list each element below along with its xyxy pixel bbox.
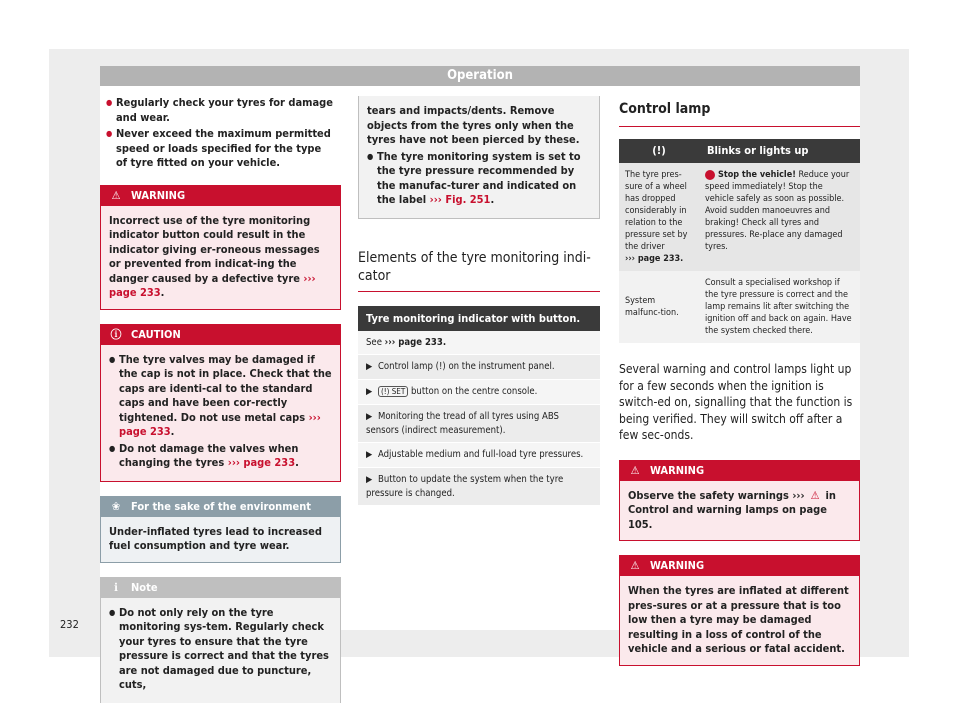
figure-item (358, 380, 600, 405)
warning-text: Observe the safety warnings (628, 488, 789, 502)
info-icon: ℹ (114, 580, 118, 594)
table-row (619, 271, 860, 343)
warning-triangle-icon: ⚠ (630, 463, 640, 477)
page-number: 232 (60, 618, 79, 631)
warning-body (620, 481, 859, 541)
note-header (101, 578, 340, 598)
warning-triangle-icon: ⚠ (630, 559, 640, 572)
table-cell (619, 163, 699, 271)
page-link[interactable]: ››› page 233 (119, 410, 321, 438)
warning-title: WARNING (131, 188, 186, 202)
page-link[interactable]: ››› page 233. (625, 254, 684, 264)
environment-header (101, 497, 340, 517)
table-cell (699, 163, 860, 271)
arrow-icon: ▶ (366, 361, 373, 372)
tyre-lamp-icon: (!) (619, 139, 699, 163)
column-1 (100, 96, 341, 703)
warning-header (620, 556, 859, 576)
section-divider (619, 126, 860, 127)
arrow-icon: ▶ (366, 386, 373, 397)
figure-see (358, 331, 600, 355)
figure-item (358, 355, 600, 380)
caution-header (101, 325, 340, 345)
cell-bold: Stop the vehicle! (718, 170, 796, 180)
item-text: Button to update the system when the tyre pressure is changed. (366, 473, 564, 499)
section-title: Elements of the tyre monitoring indi-cator (358, 249, 591, 284)
environment-text: Under-inflated tyres lead to increased fuel consumption and tyre wear. (109, 524, 322, 552)
list-item: ● Never exceed the maximum permitted speed or loads specified for the type of tyre fitted on your vehicle. (106, 127, 335, 171)
punct: . (295, 456, 299, 469)
note-box (100, 577, 341, 703)
figure-title: Tyre monitoring indicator with button. (358, 306, 600, 331)
warning-header (620, 461, 859, 481)
warning-text: in Control and warning lamps on page 105. (628, 488, 836, 531)
arrow-icon: ▶ (366, 449, 373, 460)
control-lamp-title: Control lamp (619, 101, 711, 117)
figure-item (358, 468, 600, 506)
warning-title: WARNING (650, 559, 705, 572)
section-heading (358, 249, 600, 292)
caution-text: Do not damage the valves when changing the tyres (119, 441, 299, 469)
item-text: Monitoring the tread of all tyres using ABS sensors (indirect measurement). (366, 410, 559, 436)
note-bullets (109, 606, 332, 693)
punct: . (490, 193, 495, 206)
column-2 (358, 96, 600, 506)
note-continued-bullets (367, 150, 591, 208)
caution-body (101, 345, 340, 481)
section-divider (358, 291, 600, 292)
cell-text: The tyre pres-sure of a wheel has dropped considerably in relation to the pressure set by the driver (625, 170, 688, 252)
column-3 (619, 100, 860, 666)
page-header: Operation (100, 66, 860, 86)
figure-link[interactable]: ››› Fig. 251 (429, 193, 491, 206)
note-title: Note (131, 580, 158, 594)
stop-icon (705, 170, 715, 180)
punct: . (160, 286, 165, 299)
list-item: ● Regularly check your tyres for damage and wear. (106, 96, 335, 125)
set-button-icon: (!) SET (378, 386, 408, 397)
environment-title: For the sake of the environment (131, 499, 312, 513)
warning-triangle-icon: ⚠ (810, 488, 820, 502)
warning-triangle-icon: ⚠ (111, 188, 121, 202)
table-cell: Consult a specialised workshop if the tyre pressure is correct and the lamp remains lit after switching the ignition off and back on again. Have the system checked there. (699, 271, 860, 343)
caution-title: CAUTION (131, 327, 181, 341)
note-body-continued (359, 96, 599, 218)
warning-body (101, 206, 340, 309)
see-prefix: See (366, 336, 382, 348)
tyre-lamp-icon: (!) (435, 360, 446, 372)
table-header-row (619, 139, 860, 163)
warning-box (619, 460, 860, 542)
page-link[interactable]: ››› (792, 488, 805, 502)
note-continued-text: tears and impacts/dents. Remove objects from the tyres only when the tyres have not been pierced by these. (367, 104, 580, 146)
punct: . (170, 425, 175, 438)
warning-title: WARNING (650, 463, 705, 477)
body-paragraph: Several warning and control lamps light up for a few seconds when the ignition is switch-ed on, signalling that the function is being verified. They will switch off after a few sec-onds. (619, 362, 853, 442)
caution-text: The tyre valves may be damaged if the cap is not in place. Check that the caps are identi-cal to the standard caps and have been cor-rectly tightened. Do not use metal caps (119, 352, 332, 424)
table-row (619, 163, 860, 271)
leaf-icon: ❀ (111, 499, 121, 513)
warning-text: Incorrect use of the tyre monitoring indicator button could result in the indicator giving er-roneous messages or prevented from indicat-ing the danger caused by a defective tyre (109, 213, 320, 285)
item-text: Control lamp (377, 360, 433, 372)
control-lamp-table (619, 139, 860, 343)
item-text: Adjustable medium and full-load tyre pressures. (377, 448, 584, 460)
caution-circle-icon: ⓘ (110, 327, 122, 341)
note-body (101, 598, 340, 703)
list-item (109, 353, 332, 440)
warning-text: When the tyres are inflated at different pres-sures or at a pressure that is too low then a tyre may be damaged resulting in a loss of control of the vehicle and a serious or fatal accident. (628, 584, 849, 655)
page-link[interactable]: ››› page 233 (109, 271, 316, 299)
arrow-icon: ▶ (366, 474, 373, 485)
page-link[interactable]: ››› page 233. (384, 336, 447, 348)
caution-box (100, 324, 341, 482)
warning-box (100, 185, 341, 310)
note-text: The tyre monitoring system is set to the tyre pressure recommended by the manufac-turer and indicated on the label (377, 149, 581, 206)
table-cell: System malfunc-tion. (619, 271, 699, 343)
note-box-continued (358, 96, 600, 219)
cell-text: Reduce your speed immediately! Stop the vehicle safely as soon as possible. Avoid sudden manoeuvres and braking! Check all tyres and pressures. Re-place any damaged tyres. (705, 170, 850, 252)
column-header: Blinks or lights up (699, 139, 860, 163)
arrow-icon: ▶ (366, 411, 373, 422)
figure-item (358, 405, 600, 443)
list-item (367, 150, 591, 208)
intro-bullets (100, 96, 341, 171)
caution-bullets (109, 353, 332, 471)
figure-legend (358, 306, 600, 506)
item-text: button on the centre console. (410, 385, 538, 397)
warning-box (619, 555, 860, 666)
figure-item (358, 443, 600, 468)
item-text: on the instrument panel. (448, 360, 555, 372)
warning-header (101, 186, 340, 206)
list-item (109, 442, 332, 471)
list-item: ● Do not only rely on the tyre monitoring sys-tem. Regularly check your tyres to ensure that the tyre pressure is correct and that the tyres are not damaged due to puncture, cuts, (109, 606, 332, 693)
environment-box (100, 496, 341, 563)
page-link[interactable]: ››› page 233 (227, 456, 296, 469)
